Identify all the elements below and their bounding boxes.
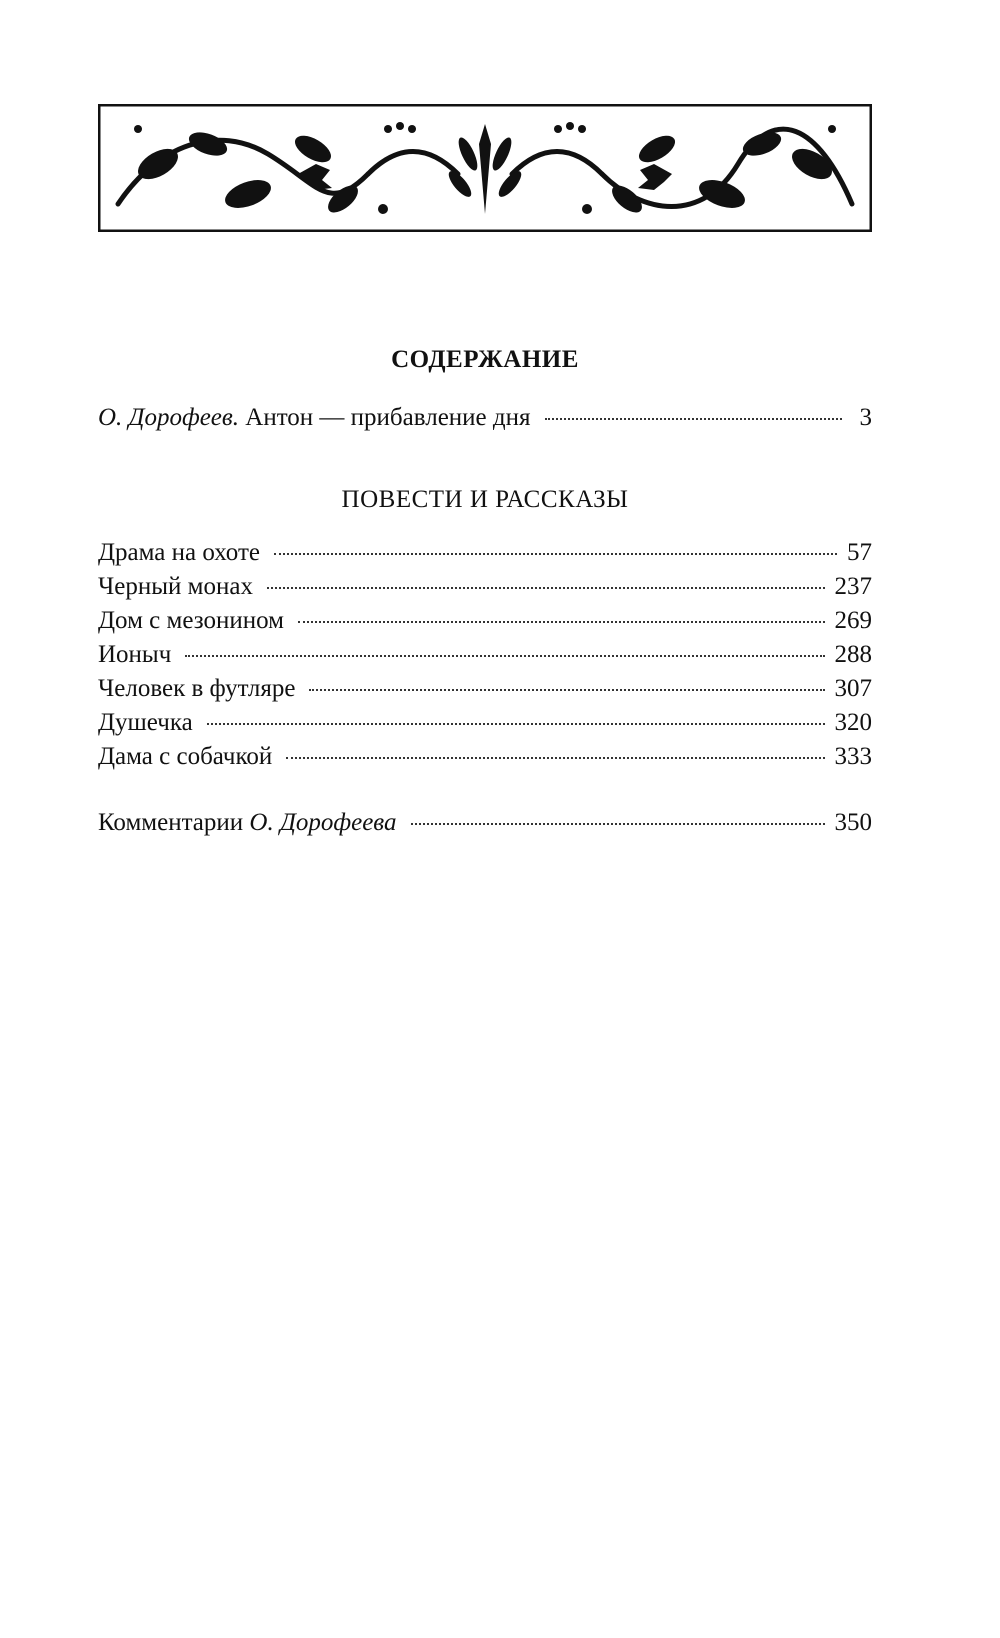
toc-entry-story[interactable] [98,606,872,636]
dot-leader [298,621,825,623]
toc-title: СОДЕРЖАНИЕ [391,346,579,373]
toc-entry-story[interactable] [98,742,872,772]
toc-entry-story[interactable] [98,708,872,738]
toc-entry-label [98,808,397,838]
toc-entry-intro[interactable] [98,403,872,433]
dot-leader [411,823,825,825]
ornament-illustration [98,104,872,232]
toc-entry-label: Черный монах [98,573,253,600]
toc-entry-commentary[interactable] [98,808,872,838]
dot-leader [185,655,824,657]
toc-entry-label: Дама с собачкой [98,743,273,770]
toc-page-number: 3 [859,404,872,431]
toc-entry-label: Душечка [98,709,193,736]
decorative-ornament-banner [98,104,872,232]
toc-page-number: 320 [834,709,872,736]
toc-entry-label [98,403,531,433]
toc-entry-story[interactable] [98,572,872,602]
dot-leader [267,587,825,589]
toc-page-number: 307 [834,675,872,702]
toc-page-number: 288 [834,641,872,668]
toc-entry-story[interactable] [98,640,872,670]
dot-leader [286,757,824,759]
intro-title: Антон — прибавление дня [239,404,531,431]
toc-entry-label: Человек в футляре [98,675,296,702]
section-heading: ПОВЕСТИ И РАССКАЗЫ [341,486,629,513]
toc-entry-label: Дом с мезонином [98,607,284,634]
toc-page-number: 57 [847,539,872,566]
toc-page-number: 269 [834,607,872,634]
toc-entry-label: Ионыч [98,641,172,668]
toc-page-number: 350 [834,809,872,836]
toc-page-number: 333 [834,743,872,770]
toc-entry-story[interactable] [98,674,872,704]
dot-leader [309,689,824,691]
commentary-author: О. Дорофеева [249,809,397,836]
toc-entry-label: Драма на охоте [98,539,260,566]
commentary-label: Комментарии [98,809,250,836]
dot-leader [545,418,843,420]
toc-entry-story[interactable] [98,538,872,568]
dot-leader [274,553,837,555]
toc-page-number: 237 [834,573,872,600]
dot-leader [207,723,825,725]
intro-author: О. Дорофеев. [98,404,240,431]
